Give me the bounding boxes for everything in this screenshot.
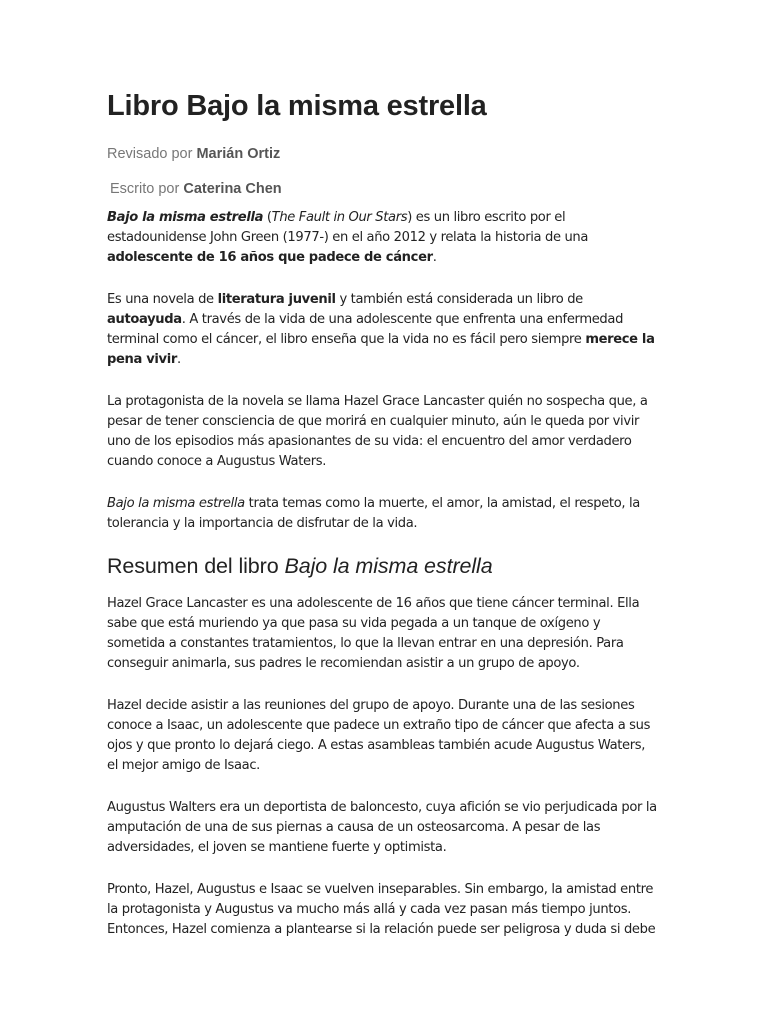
text-span: Es una novela de <box>107 292 218 307</box>
text-span: ) es un libro escrito por el estadounidense John Green (1977-) en el año 2012 y relata la historia de una <box>107 210 589 245</box>
summary-paragraph: Hazel Grace Lancaster es una adolescente de 16 años que tiene cáncer terminal. Ella sabe que está muriendo ya que pasa su vida pegada a un tanque de oxígeno y sometida a constantes tratamientos, lo que la llevan entrar en una depresión. Para conseguir animarla, sus padres le recomiendan asistir a un grupo de apoyo. <box>107 596 640 671</box>
article-body <box>107 208 659 962</box>
summary-paragraph: Augustus Walters era un deportista de baloncesto, cuya afición se vio perjudicada por la amputación de una de sus piernas a causa de un osteosarcoma. A pesar de las adversidades, el joven se mantiene fuerte y optimista. <box>107 800 657 855</box>
bold-phrase: adolescente de 16 años que padece de cáncer <box>107 250 433 265</box>
text-span: ( <box>263 210 272 225</box>
page-title: Libro Bajo la misma estrella <box>107 90 487 122</box>
genre-paragraph <box>107 290 659 370</box>
heading-prefix: Resumen del libro <box>107 554 285 578</box>
book-title-emphasis: Bajo la misma estrella <box>107 496 245 511</box>
bold-phrase: autoayuda <box>107 312 182 327</box>
text-span: . A través de la vida de una adolescente que enfrenta una enfermedad terminal como el cáncer, el libro enseña que la vida no es fácil pero siempre <box>107 312 624 347</box>
author-name[interactable]: Caterina Chen <box>183 181 282 197</box>
text-span: trata temas como la muerte, el amor, la amistad, el respeto, la tolerancia y la importancia de disfrutar de la vida. <box>107 496 640 531</box>
summary-paragraph: Hazel decide asistir a las reuniones del grupo de apoyo. Durante una de las sesiones conoce a Isaac, un adolescente que padece un extraño tipo de cáncer que afecta a sus ojos y que pronto lo dejará ciego. A estas asambleas también acude Augustus Waters, el mejor amigo de Isaac. <box>107 698 651 773</box>
intro-paragraph <box>107 208 659 268</box>
reviewed-by-label: Revisado por <box>107 146 193 162</box>
themes-paragraph <box>107 494 659 534</box>
text-span: . <box>176 352 181 367</box>
reviewer-name[interactable]: Marián Ortiz <box>196 146 281 162</box>
original-title: The Fault in Our Stars <box>271 210 408 225</box>
heading-book-title: Bajo la misma estrella <box>284 554 493 578</box>
written-by-label: Escrito por <box>110 181 180 197</box>
text-span: . <box>432 250 437 265</box>
summary-heading <box>107 556 659 576</box>
text-span: y también está considerada un libro de <box>335 292 583 307</box>
bold-phrase: merece la pena vivir <box>107 332 655 367</box>
summary-paragraph: Pronto, Hazel, Augustus e Isaac se vuelven inseparables. Sin embargo, la amistad entre la protagonista y Augustus va mucho más allá y cada vez pasan más tiempo juntos. Entonces, Hazel comienza a plantearse si la relación puede ser peligrosa y duda si debe <box>107 882 656 937</box>
book-title-emphasis: Bajo la misma estrella <box>107 210 264 225</box>
written-by <box>110 181 282 197</box>
reviewed-by <box>107 146 280 162</box>
bold-phrase: literatura juvenil <box>217 292 336 307</box>
protagonist-paragraph: La protagonista de la novela se llama Hazel Grace Lancaster quién no sospecha que, a pesar de tener consciencia de que morirá en cualquier minuto, aún le queda por vivir uno de los episodios más apasionantes de su vida: el encuentro del amor verdadero cuando conoce a Augustus Waters. <box>107 394 648 469</box>
